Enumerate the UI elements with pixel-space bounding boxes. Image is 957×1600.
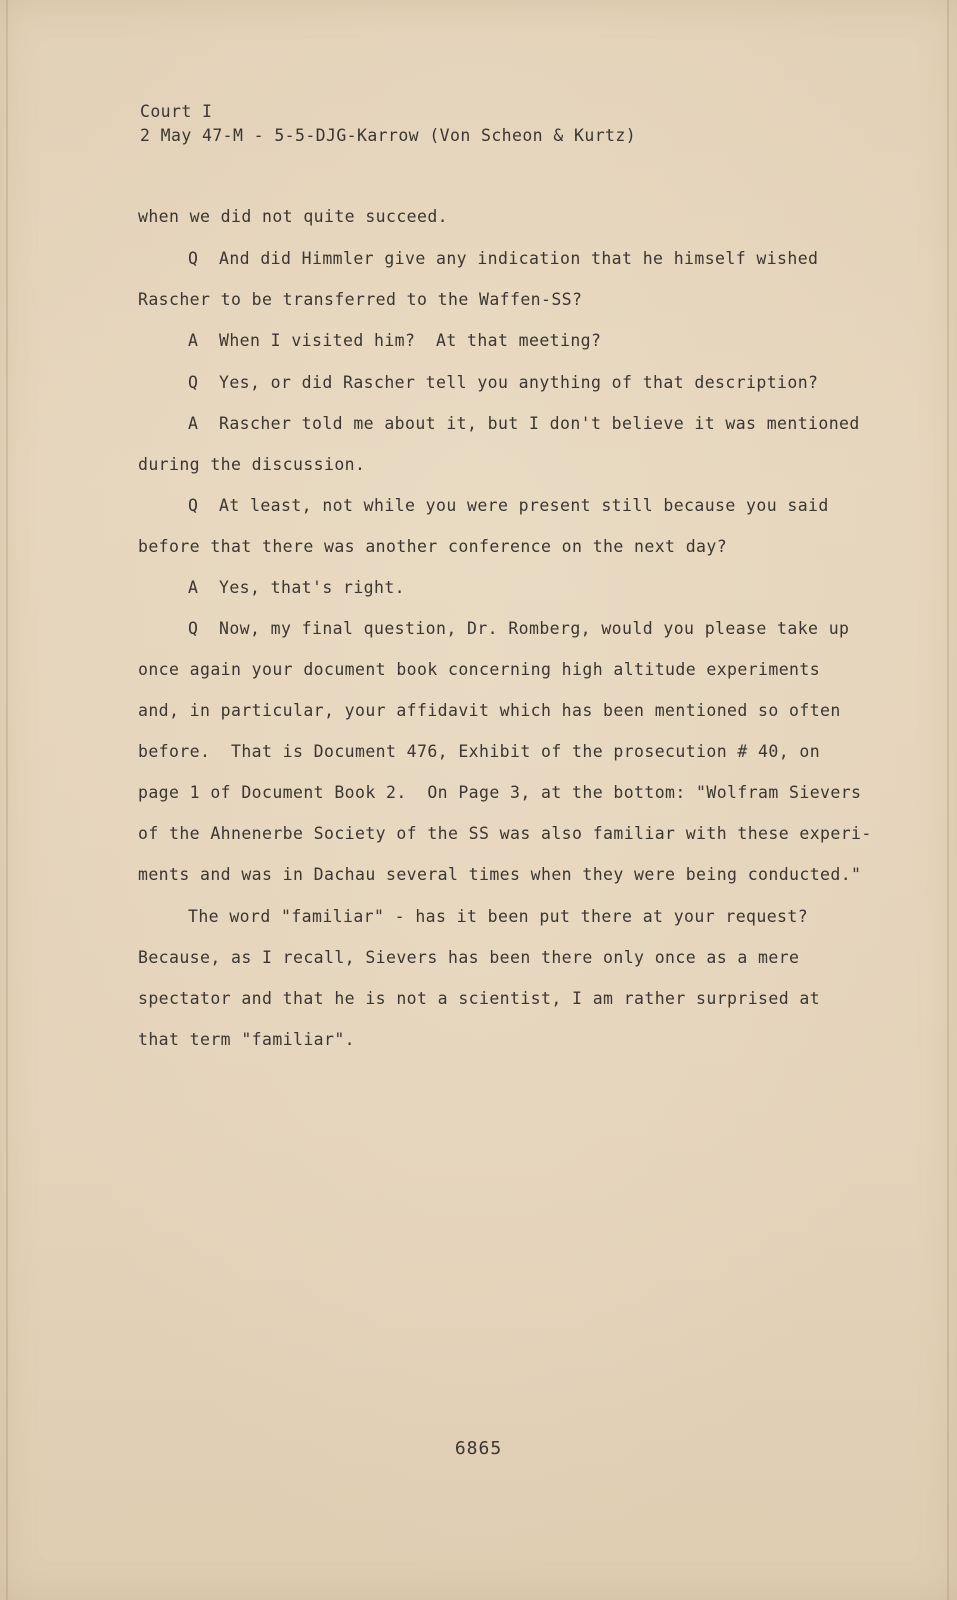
body-line: and, in particular, your affidavit which has been mentioned so often — [138, 701, 841, 720]
body-line: of the Ahnenerbe Society of the SS was also familiar with these experi- — [138, 824, 872, 843]
body-line: Q And did Himmler give any indication that he himself wished — [188, 249, 819, 268]
body-line: once again your document book concerning high altitude experiments — [138, 660, 821, 679]
header-date-reference: 2 May 47-M - 5-5-DJG-Karrow (Von Scheon & Kurtz) — [140, 126, 637, 145]
page-number: 6865 — [454, 1438, 503, 1459]
body-line: Q At least, not while you were present still because you said — [188, 496, 829, 515]
body-line: before that there was another conference on the next day? — [138, 537, 728, 556]
header-court: Court I — [140, 102, 213, 121]
body-line: A When I visited him? At that meeting? — [188, 331, 602, 350]
body-line: before. That is Document 476, Exhibit of the prosecution # 40, on — [138, 742, 821, 761]
body-line: A Rascher told me about it, but I don't believe it was mentioned — [188, 414, 860, 433]
body-line: when we did not quite succeed. — [138, 207, 449, 226]
paper-edge-left — [6, 0, 8, 1600]
body-line: Q Now, my final question, Dr. Romberg, would you please take up — [188, 619, 850, 638]
body-line: page 1 of Document Book 2. On Page 3, at the bottom: "Wolfram Sievers — [138, 783, 862, 802]
body-line: spectator and that he is not a scientist, I am rather surprised at — [138, 989, 821, 1008]
body-line: that term "familiar". — [138, 1030, 356, 1049]
paper-edge-right — [947, 0, 949, 1600]
body-line: A Yes, that's right. — [188, 578, 406, 597]
body-line: Because, as I recall, Sievers has been there only once as a mere — [138, 948, 800, 967]
body-line: Q Yes, or did Rascher tell you anything of that description? — [188, 373, 819, 392]
body-line: during the discussion. — [138, 455, 366, 474]
body-line: ments and was in Dachau several times when they were being conducted." — [138, 865, 862, 884]
body-line: The word "familiar" - has it been put there at your request? — [188, 907, 809, 926]
body-line: Rascher to be transferred to the Waffen-SS? — [138, 290, 583, 309]
